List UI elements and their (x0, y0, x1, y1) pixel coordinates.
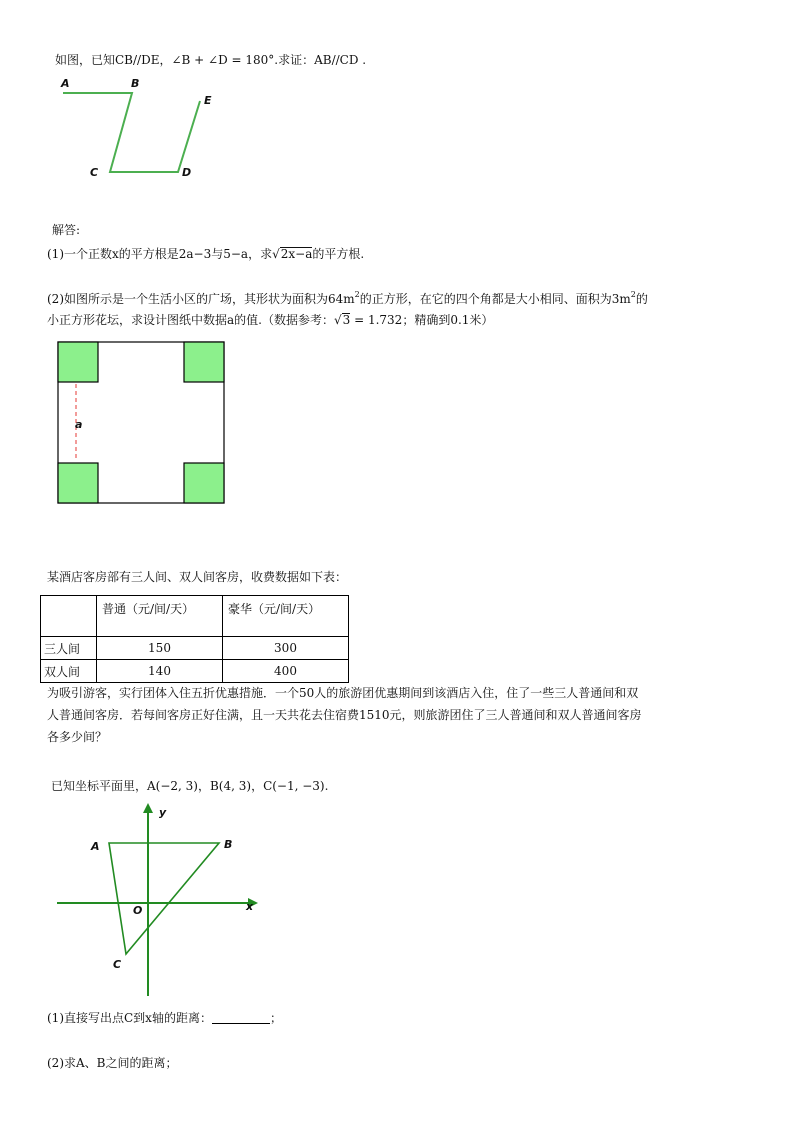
part2-line1-a: (2)如图所示是一个生活小区的广场，其形状为面积为64m (47, 292, 355, 306)
part2-line2-a: 小正方形花坛，求设计图纸中数据a的值.（数据参考： (47, 313, 334, 327)
part1-prefix: (1)一个正数x的平方根是2a−3与5−a，求 (47, 247, 273, 261)
table-cell: 400 (223, 660, 349, 683)
dimension-label-a: a (75, 418, 83, 431)
point-label-a: A (91, 840, 100, 853)
q1-text: (1)直接写出点C到x轴的距离： (47, 1011, 212, 1025)
table-cell: 150 (97, 637, 223, 660)
part1-suffix: 的平方根. (312, 247, 365, 261)
parallel-lines-figure (55, 75, 235, 190)
problem2-part2-line2 (47, 312, 493, 328)
sqrt-symbol: √ (272, 247, 280, 261)
label-b: B (131, 77, 140, 90)
part2-line1-c: 的 (635, 292, 648, 306)
triangle-abc (109, 843, 219, 954)
x-axis-label: x (246, 900, 254, 913)
flower-bed-top-right (184, 342, 224, 382)
label-c: C (90, 166, 99, 179)
label-e: E (204, 94, 212, 107)
part2-sup1: 2 (354, 290, 360, 299)
y-axis-label: y (159, 806, 167, 819)
problem3-question-line2: 人普通间客房．若每间客房正好住满，且一天共花去住宿费1510元，则旅游团住了三人普通间和双人普通间客房 (47, 708, 642, 722)
part2-sup2: 2 (630, 290, 636, 299)
problem2-part1 (47, 246, 364, 262)
label-d: D (182, 166, 192, 179)
problem2-part2-line1 (47, 291, 648, 307)
origin-label: O (133, 904, 143, 917)
flower-bed-bottom-left (58, 463, 98, 503)
part1-radical: 2x−a (280, 247, 313, 261)
table-row (41, 637, 349, 660)
problem3-intro: 某酒店客房部有三人间、双人间客房，收费数据如下表： (47, 570, 348, 584)
label-a: A (61, 77, 70, 90)
table-cell: 300 (223, 637, 349, 660)
answer-blank (212, 1011, 270, 1024)
problem4-intro: 已知坐标平面里，A(−2, 3)，B(4, 3)，C(−1, −3). (51, 779, 329, 793)
sqrt-symbol-2: √ (333, 313, 342, 327)
table-row (41, 660, 349, 683)
problem1-statement: 如图，已知CB//DE，∠B + ∠D = 180°.求证：AB//CD . (55, 53, 367, 67)
part2-line2-b: = 1.732；精确到0.1米） (350, 313, 494, 327)
table-cell: 140 (97, 660, 223, 683)
fee-table (40, 595, 349, 683)
problem4-q2: (2)求A、B之间的距离； (47, 1056, 178, 1070)
problem4-q1 (47, 1010, 282, 1026)
plaza-figure (57, 340, 227, 505)
table-cell: 双人间 (41, 660, 97, 683)
table-header-empty (41, 596, 97, 637)
problem3-question-line1: 为吸引游客，实行团体入住五折优惠措施．一个50人的旅游团优惠期间到该酒店入住，住了一些三人普通间和双 (47, 686, 639, 700)
part2-line2-radical: 3 (342, 313, 351, 327)
part2-line1-b: 的正方形，在它的四个角都是大小相同、面积为3m (359, 292, 631, 306)
figure-polyline (63, 93, 200, 172)
q1-end: ； (269, 1011, 282, 1025)
point-label-b: B (224, 838, 233, 851)
point-label-c: C (113, 958, 122, 971)
table-cell: 三人间 (41, 637, 97, 660)
answer-heading: 解答: (52, 223, 81, 237)
flower-bed-top-left (58, 342, 98, 382)
coordinate-figure (55, 800, 265, 1000)
flower-bed-bottom-right (184, 463, 224, 503)
problem3-question-line3: 各多少间？ (47, 730, 108, 744)
table-header-deluxe: 豪华（元/间/天） (223, 596, 349, 637)
table-header-row (41, 596, 349, 637)
table-header-standard: 普通（元/间/天） (97, 596, 223, 637)
